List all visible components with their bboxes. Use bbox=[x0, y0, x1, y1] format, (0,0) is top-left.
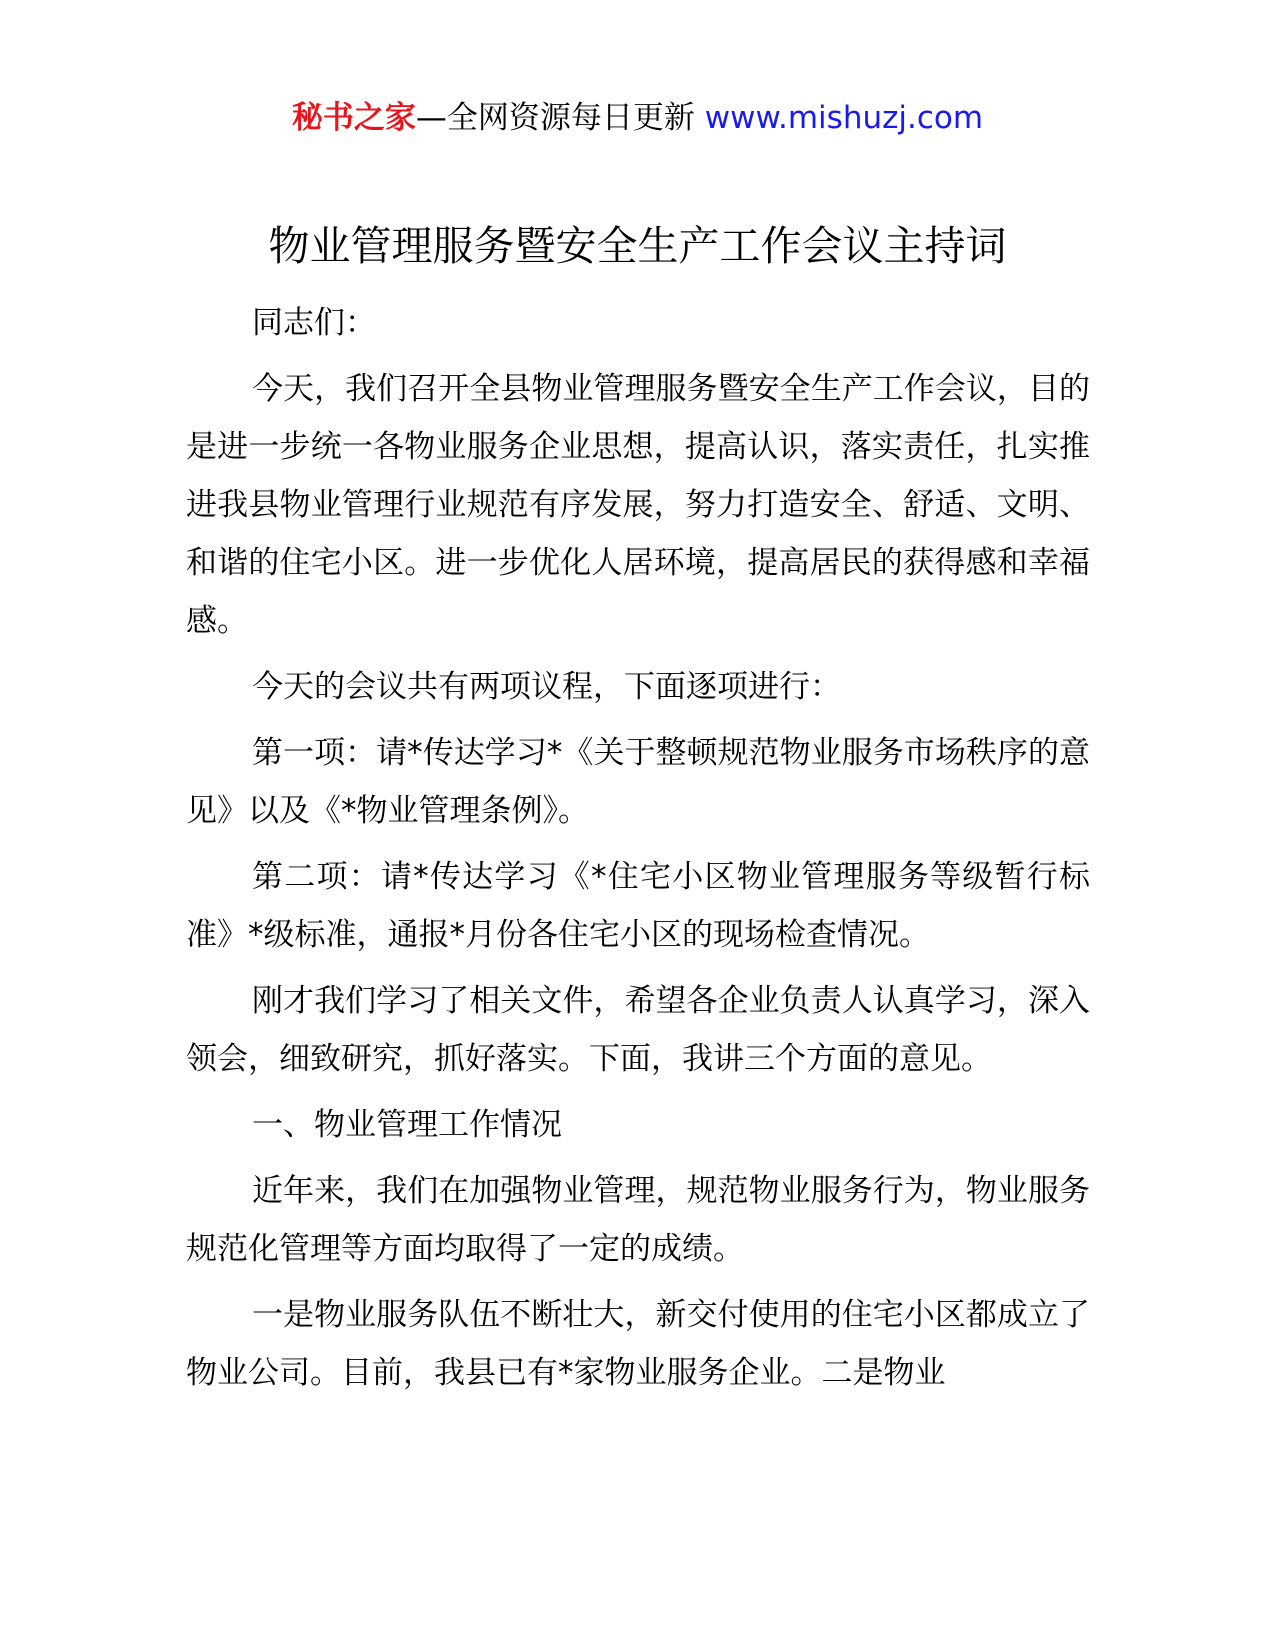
paragraph-salutation: 同志们： bbox=[252, 305, 376, 341]
document-title: 物业管理服务暨安全生产工作会议主持词 bbox=[268, 222, 1007, 270]
paragraph-transition: 刚才我们学习了相关文件，希望各企业负责人认真学习，深入领会，细致研究，抓好落实。下面，我讲三个方面的意见。 bbox=[186, 983, 1090, 1077]
site-header bbox=[0, 96, 1275, 140]
paragraph-first-point: 一是物业服务队伍不断壮大，新交付使用的住宅小区都成立了物业公司。目前，我县已有*家物业服务企业。二是物业 bbox=[186, 1297, 1090, 1391]
paragraph-intro: 今天，我们召开全县物业管理服务暨安全生产工作会议，目的是进一步统一各物业服务企业思想，提高认识，落实责任，扎实推进我县物业管理行业规范有序发展，努力打造安全、舒适、文明、和谐的住宅小区。进一步优化人居环境，提高居民的获得感和幸福感。 bbox=[186, 371, 1090, 639]
brand-name: 秘书之家 bbox=[291, 100, 416, 136]
header-tagline: —全网资源每日更新 bbox=[415, 100, 705, 136]
document-body bbox=[186, 294, 1090, 1410]
site-url-link[interactable]: www.mishuzj.com bbox=[704, 100, 984, 136]
paragraph-item-two: 第二项：请*传达学习《*住宅小区物业管理服务等级暂行标准》*级标准，通报*月份各住宅小区的现场检查情况。 bbox=[186, 859, 1090, 953]
section-heading: 一、物业管理工作情况 bbox=[252, 1107, 562, 1143]
paragraph-agenda: 今天的会议共有两项议程，下面逐项进行： bbox=[252, 669, 841, 705]
paragraph-item-one: 第一项：请*传达学习*《关于整顿规范物业服务市场秩序的意见》以及《*物业管理条例》。 bbox=[186, 735, 1090, 829]
paragraph-overview: 近年来，我们在加强物业管理，规范物业服务行为，物业服务规范化管理等方面均取得了一定的成绩。 bbox=[186, 1173, 1090, 1267]
